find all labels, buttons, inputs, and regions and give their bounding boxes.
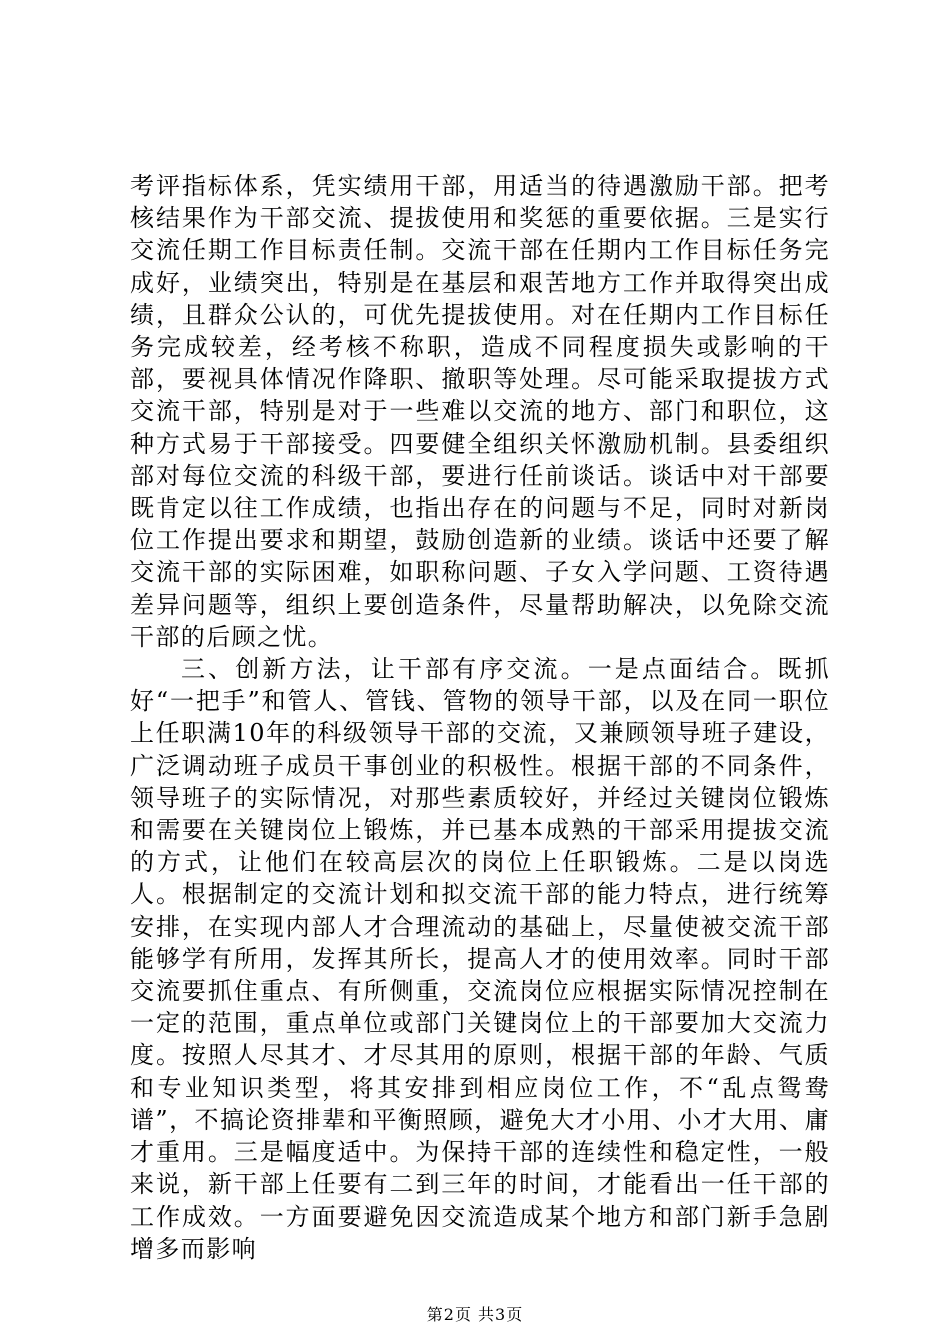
body-paragraph-1: 考评指标体系，凭实绩用干部，用适当的待遇激励干部。把考核结果作为干部交流、提拔使用和奖惩的重要依据。三是实行交流任期工作目标责任制。交流干部在任期内工作目标任务完成好，业绩突出，特别是在基层和艰苦地方工作并取得突出成绩，且群众公认的，可优先提拔使用。对在任期内工作目标任务完成较差，经考核不称职，造成不同程度损失或影响的干部，要视具体情况作降职、撤职等处理。尽可能采取提拔方式交流干部，特别是对于一些难以交流的地方、部门和职位，这种方式易于干部接受。四要健全组织关怀激励机制。县委组织部对每位交流的科级干部，要进行任前谈话。谈话中对干部要既肯定以往工作成绩，也指出存在的问题与不足，同时对新岗位工作提出要求和期望，鼓励创造新的业绩。谈话中还要了解交流干部的实际困难，如职称问题、子女入学问题、工资待遇差异问题等，组织上要创造条件，尽量帮助解决，以免除交流干部的后顾之忧。	[130, 172, 830, 651]
document-body	[130, 170, 830, 1265]
body-paragraph-2: 三、创新方法，让干部有序交流。一是点面结合。既抓好“一把手”和管人、管钱、管物的领导干部，以及在同一职位上任职满10年的科级领导干部的交流，又兼顾领导班子建设，广泛调动班子成员干事创业的积极性。根据干部的不同条件，领导班子的实际情况，对那些素质较好，并经过关键岗位锻炼和需要在关键岗位上锻炼，并已基本成熟的干部采用提拔交流的方式，让他们在较高层次的岗位上任职锻炼。二是以岗选人。根据制定的交流计划和拟交流干部的能力特点，进行统筹安排，在实现内部人才合理流动的基础上，尽量使被交流干部能够学有所用，发挥其所长，提高人才的使用效率。同时干部交流要抓住重点、有所侧重，交流岗位应根据实际情况控制在一定的范围，重点单位或部门关键岗位上的干部要加大交流力度。按照人尽其才、才尽其用的原则，根据干部的年龄、气质和专业知识类型，将其安排到相应岗位工作，不“乱点鸳鸯谱”，不搞论资排辈和平衡照顾，避免大才小用、小才大用、庸才重用。三是幅度适中。为保持干部的连续性和稳定性，一般来说，新干部上任要有二到三年的时间，才能看出一任干部的工作成效。一方面要避免因交流造成某个地方和部门新手急剧增多而影响	[130, 655, 830, 1263]
page-number-footer: 第2页 共3页	[426, 1305, 524, 1324]
